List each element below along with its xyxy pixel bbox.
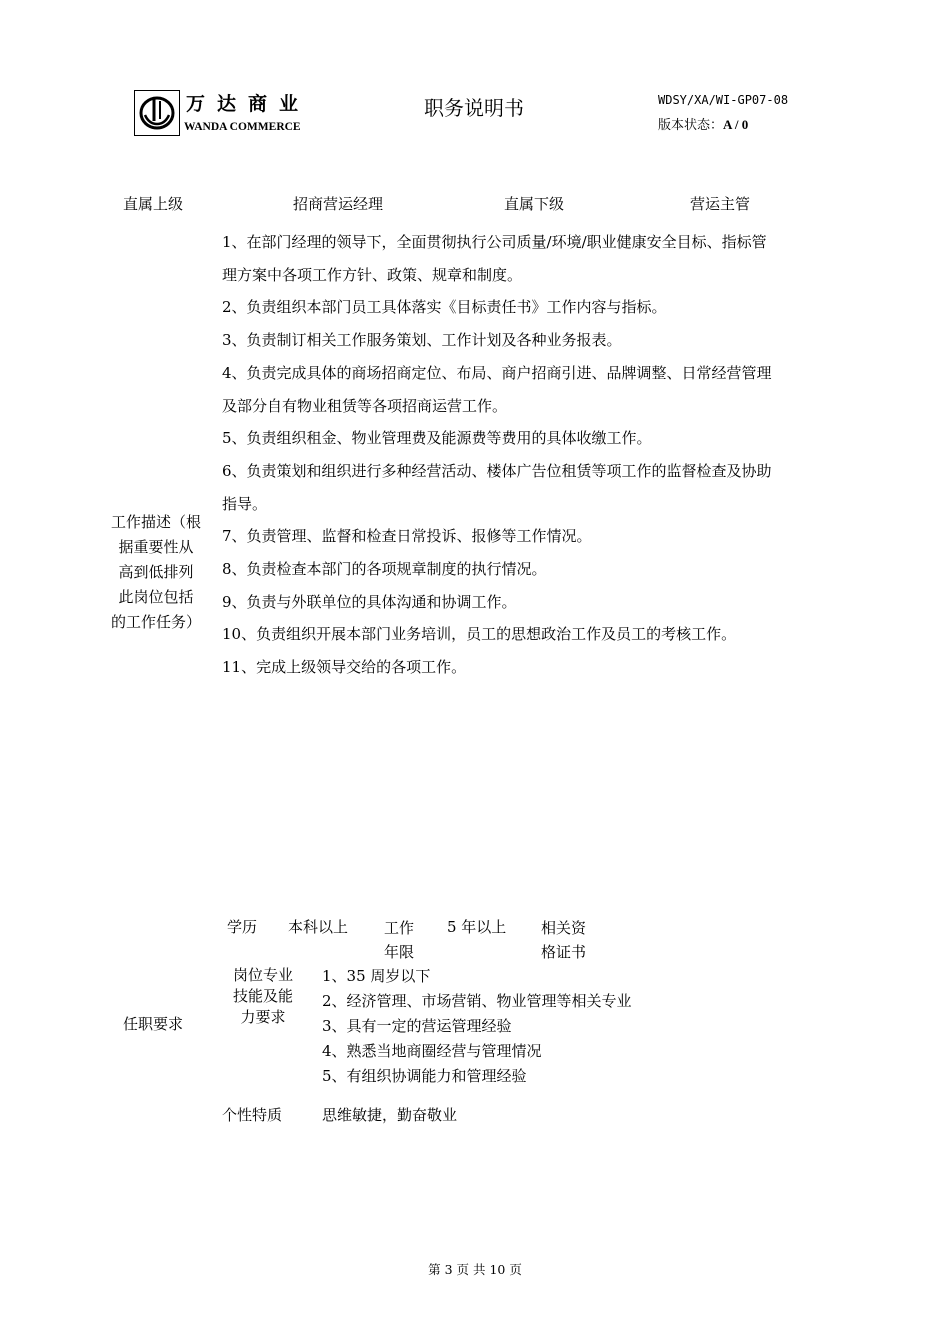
skills-list (322, 964, 632, 1089)
duty-line: 7、负责管理、监督和检查日常投诉、报修等工作情况。 (222, 527, 592, 546)
duty-line: 8、负责检查本部门的各项规章制度的执行情况。 (222, 560, 547, 579)
duty-line: 4、负责完成具体的商场招商定位、布局、商户招商引进、品牌调整、日常经营管理 (222, 363, 772, 382)
skills-label-line: 力要求 (240, 1008, 286, 1026)
skill-item: 3、具有一定的营运管理经验 (322, 1017, 512, 1035)
logo-chinese-name: 万达商业 (186, 93, 311, 115)
duty-line: 3、负责制订相关工作服务策划、工作计划及各种业务报表。 (222, 331, 622, 350)
certificate-label (541, 916, 601, 964)
certificate-label-line: 格证书 (541, 943, 587, 961)
duties-label-line: 的工作任务） (110, 613, 201, 631)
personality-value: 思维敏捷，勤奋敬业 (322, 1106, 458, 1124)
version-label: 版本状态： (658, 118, 724, 133)
skill-item: 4、熟悉当地商圈经营与管理情况 (322, 1042, 542, 1060)
duties-label-line: 据重要性从 (118, 538, 194, 556)
subordinate-value: 营运主管 (690, 195, 751, 213)
duty-line: 1、在部门经理的领导下，全面贯彻执行公司质量/环境/职业健康安全目标、指标管 (222, 233, 767, 251)
version-status (658, 114, 748, 133)
duty-line: 5、负责组织租金、物业管理费及能源费等费用的具体收缴工作。 (222, 429, 652, 448)
duty-line: 指导。 (222, 494, 268, 513)
skill-item: 1、35 周岁以下 (322, 967, 431, 985)
superior-label: 直属上级 (123, 195, 184, 213)
duties-label (104, 510, 208, 635)
skills-label-line: 岗位专业 (232, 966, 293, 984)
document-title: 职务说明书 (424, 96, 524, 120)
duty-line: 10、负责组织开展本部门业务培训，员工的思想政治工作及员工的考核工作。 (222, 625, 737, 644)
work-years-label (384, 916, 424, 964)
work-years-label-line: 工作 (384, 919, 415, 937)
skill-item: 2、经济管理、市场营销、物业管理等相关专业 (322, 992, 632, 1010)
duties-label-line: 此岗位包括 (118, 588, 194, 606)
subordinate-label: 直属下级 (504, 195, 565, 213)
duties-label-line: 高到低排列 (118, 563, 194, 581)
version-value: A / 0 (723, 117, 749, 132)
logo-english-name: WANDA COMMERCE (184, 121, 301, 133)
personality-label: 个性特质 (222, 1106, 283, 1124)
work-years-value: 5 年以上 (447, 918, 507, 936)
duty-line: 理方案中各项工作方针、政策、规章和制度。 (222, 265, 523, 284)
document-code: WDSY/XA/WI-GP07-08 (658, 93, 789, 107)
duty-line: 11、完成上级领导交给的各项工作。 (222, 658, 467, 677)
logo-emblem-icon (135, 91, 179, 135)
duty-line: 6、负责策划和组织进行多种经营活动、楼体广告位租赁等项工作的监督检查及协助 (222, 461, 772, 480)
education-value: 本科以上 (288, 918, 349, 936)
duties-label-line: 工作描述（根 (110, 513, 201, 531)
requirements-label: 任职要求 (123, 1015, 184, 1033)
duties-list (222, 226, 842, 684)
duty-line: 9、负责与外联单位的具体沟通和协调工作。 (222, 592, 517, 611)
skill-item: 5、有组织协调能力和管理经验 (322, 1067, 527, 1085)
superior-value: 招商营运经理 (293, 195, 384, 213)
skills-label (226, 965, 300, 1028)
education-label: 学历 (227, 918, 258, 936)
certificate-label-line: 相关资 (541, 919, 587, 937)
work-years-label-line: 年限 (384, 943, 415, 961)
duty-line: 及部分自有物业租赁等各项招商运营工作。 (222, 396, 508, 415)
duty-line: 2、负责组织本部门员工具体落实《目标责任书》工作内容与指标。 (222, 298, 667, 317)
company-logo-mark (134, 90, 180, 136)
skills-label-line: 技能及能 (232, 987, 293, 1005)
page-number: 第 3 页 共 10 页 (428, 1262, 522, 1277)
